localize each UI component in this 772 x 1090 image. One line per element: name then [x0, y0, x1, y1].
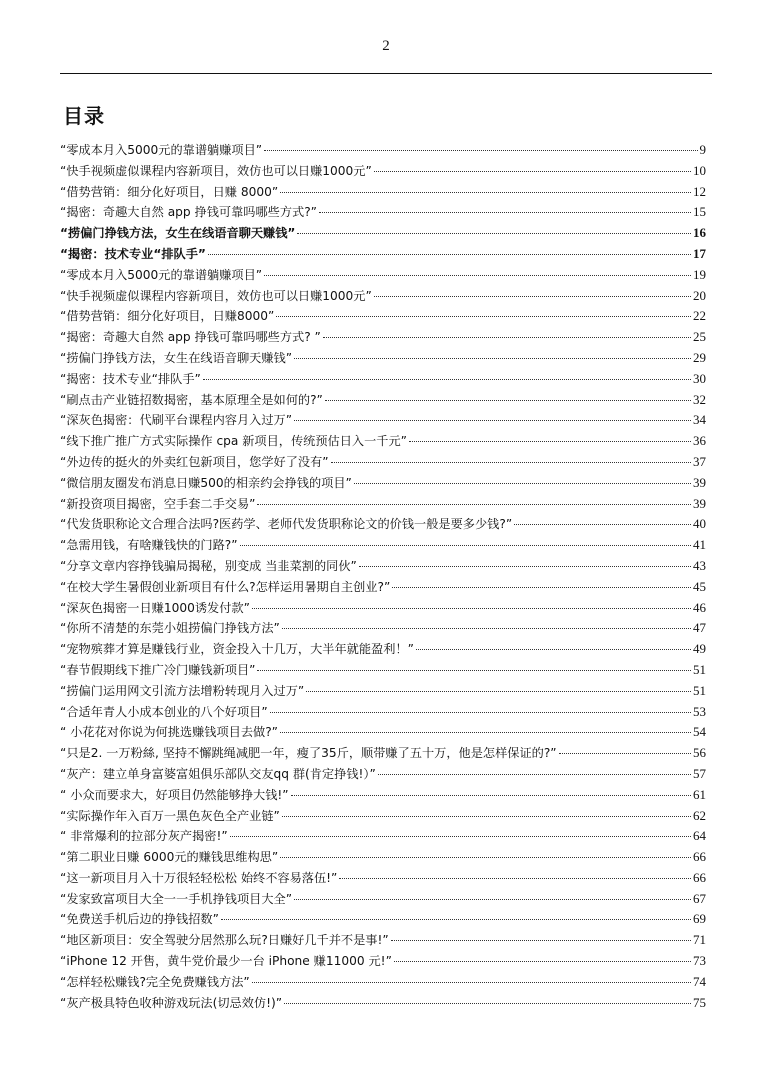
- toc-entry-page-number[interactable]: 66: [693, 869, 706, 885]
- toc-entry[interactable]: [60, 223, 706, 244]
- toc-entry[interactable]: [60, 327, 706, 348]
- dot-leader: [282, 628, 691, 629]
- header-divider: [60, 73, 712, 74]
- toc-entry[interactable]: [60, 202, 706, 223]
- dot-leader: [280, 857, 691, 858]
- toc-entry-title[interactable]: “零成本月入5000元的靠谱躺赚项目”: [60, 267, 263, 282]
- dot-leader: [294, 899, 691, 900]
- toc-entry-title[interactable]: “快手视频虚似课程内容新项目，效仿也可以日赚1000元”: [60, 163, 372, 178]
- toc-entry-page-number[interactable]: 54: [693, 724, 706, 740]
- toc-entry-page-number[interactable]: 57: [693, 765, 706, 781]
- toc-entry-title[interactable]: “ 非常爆利的拉部分灰产揭密!”: [60, 829, 228, 844]
- toc-entry-page-number[interactable]: 45: [693, 578, 706, 594]
- toc-entry-page-number[interactable]: 43: [693, 557, 706, 573]
- dot-leader: [391, 940, 691, 941]
- toc-entry-title[interactable]: “代发货职称论文合理合法吗?医药学、老师代发货职称论文的价钱一般是要多少钱?”: [60, 517, 513, 532]
- toc-entry-page-number[interactable]: 51: [693, 661, 706, 677]
- toc-entry-page-number[interactable]: 40: [693, 516, 706, 532]
- dot-leader: [359, 566, 691, 567]
- toc-entry[interactable]: [60, 909, 706, 930]
- toc-entry[interactable]: [60, 369, 706, 390]
- toc-title: 目录: [63, 104, 105, 128]
- toc-entry[interactable]: [60, 951, 706, 972]
- toc-entry-title[interactable]: “免费送手机后边的挣钱招数”: [60, 912, 219, 927]
- toc-entry-page-number[interactable]: 47: [693, 620, 706, 636]
- dot-leader: [294, 420, 691, 421]
- toc-entry-page-number[interactable]: 32: [693, 391, 706, 407]
- dot-leader: [257, 504, 691, 505]
- toc-entry-title[interactable]: “捞偏门挣钱方法，女生在线语音聊天赚钱”: [60, 350, 293, 365]
- toc-entry[interactable]: [60, 244, 706, 265]
- toc-entry[interactable]: [60, 182, 706, 203]
- toc-entry-title[interactable]: “ 小花花对你说为何挑选赚钱项目去做?”: [60, 725, 278, 740]
- toc-entry[interactable]: [60, 473, 706, 494]
- toc-entry-title[interactable]: “ 小众而要求大，好项目仍然能够挣大钱!”: [60, 787, 289, 802]
- toc-entry-page-number[interactable]: 62: [693, 807, 706, 823]
- toc-entry[interactable]: [60, 161, 706, 182]
- toc-entry-page-number[interactable]: 39: [693, 495, 706, 511]
- toc-entry-page-number[interactable]: 25: [693, 329, 706, 345]
- toc-entry[interactable]: [60, 535, 706, 556]
- dot-leader: [291, 795, 691, 796]
- dot-leader: [394, 961, 691, 962]
- toc-entry[interactable]: [60, 681, 706, 702]
- toc-entry-page-number[interactable]: 39: [693, 474, 706, 490]
- toc-entry[interactable]: [60, 514, 706, 535]
- toc-entry-title[interactable]: “急需用钱，有啥赚钱快的门路?”: [60, 538, 238, 553]
- toc-entry-page-number[interactable]: 67: [693, 890, 706, 906]
- toc-entry-title[interactable]: “借势营销：细分化好项目，日赚8000”: [60, 309, 275, 324]
- toc-entry[interactable]: [60, 785, 706, 806]
- toc-entry-page-number[interactable]: 34: [693, 412, 706, 428]
- dot-leader: [514, 524, 691, 525]
- dot-leader: [331, 462, 691, 463]
- toc-entry-title[interactable]: “快手视频虚似课程内容新项目，效仿也可以日赚1000元”: [60, 288, 372, 303]
- dot-leader: [264, 150, 697, 151]
- toc-entry[interactable]: [60, 826, 706, 847]
- toc-entry-page-number[interactable]: 37: [693, 453, 706, 469]
- toc-entry[interactable]: [60, 598, 706, 619]
- toc-entry-page-number[interactable]: 49: [693, 641, 706, 657]
- dot-leader: [559, 753, 691, 754]
- toc-entry[interactable]: [60, 889, 706, 910]
- dot-leader: [392, 587, 691, 588]
- dot-leader: [294, 358, 691, 359]
- toc-entry-page-number[interactable]: 30: [693, 370, 706, 386]
- dot-leader: [339, 878, 691, 879]
- toc-entry-page-number[interactable]: 12: [693, 183, 706, 199]
- toc-entry-title[interactable]: “第二职业日赚 6000元的赚钱思维构思”: [60, 850, 279, 865]
- dot-leader: [252, 982, 691, 983]
- toc-entry-title[interactable]: “只是2. 一万粉絲, 坚持不懈跳绳减肥一年，瘦了35斤，顺带赚了五十万，他是怎样保证的?”: [60, 746, 557, 761]
- dot-leader: [240, 545, 691, 546]
- dot-leader: [282, 816, 691, 817]
- toc-entry[interactable]: [60, 702, 706, 723]
- toc-entry-page-number[interactable]: 64: [693, 828, 706, 844]
- toc-entry-title[interactable]: “发家致富项目大全一一手机挣钱项目大全”: [60, 891, 293, 906]
- toc-entry[interactable]: [60, 390, 706, 411]
- toc-entry[interactable]: [60, 930, 706, 951]
- toc-entry[interactable]: [60, 764, 706, 785]
- toc-entry[interactable]: [60, 431, 706, 452]
- toc-entry-page-number[interactable]: 17: [693, 245, 706, 261]
- toc-entry-page-number[interactable]: 15: [693, 204, 706, 220]
- toc-entry[interactable]: [60, 577, 706, 598]
- toc-entry-page-number[interactable]: 10: [693, 162, 706, 178]
- toc-entry[interactable]: [60, 348, 706, 369]
- toc-entry-page-number[interactable]: 75: [693, 994, 706, 1010]
- toc-entry-page-number[interactable]: 41: [693, 537, 706, 553]
- toc-entry[interactable]: [60, 265, 706, 286]
- dot-leader: [270, 712, 691, 713]
- toc-entry-title[interactable]: “iPhone 12 开售，黄牛党价最少一台 iPhone 赚11000 元!”: [60, 954, 392, 969]
- toc-entry-page-number[interactable]: 9: [699, 142, 706, 157]
- toc-entry-page-number[interactable]: 36: [693, 433, 706, 449]
- toc-entry-title[interactable]: “这一新项目月入十万很轻轻松松 始终不容易落伍!”: [60, 870, 338, 885]
- toc-entry-title[interactable]: “春节假期线下推广冷门赚钱新项目”: [60, 662, 256, 677]
- dot-leader: [374, 296, 691, 297]
- dot-leader: [319, 212, 691, 213]
- toc-entry[interactable]: [60, 494, 706, 515]
- toc-entry[interactable]: [60, 743, 706, 764]
- toc-entry-title[interactable]: “借势营销：细分化好项目，日赚 8000”: [60, 184, 279, 199]
- toc-entry-title[interactable]: “新投资项目揭密，空手套二手交易”: [60, 496, 256, 511]
- toc-entry-page-number[interactable]: 19: [693, 266, 706, 282]
- toc-entry-page-number[interactable]: 20: [693, 287, 706, 303]
- toc-entry-title[interactable]: “你所不清楚的东莞小姐捞偏门挣钱方法”: [60, 621, 280, 636]
- toc-entry[interactable]: [60, 993, 706, 1014]
- toc-entry[interactable]: [60, 556, 706, 577]
- toc-entry[interactable]: [60, 140, 706, 161]
- toc-entry-title[interactable]: “微信朋友圈发布消息日赚500的相亲约会挣钱的项目”: [60, 475, 352, 490]
- dot-leader: [280, 732, 691, 733]
- toc-entry-page-number[interactable]: 56: [693, 745, 706, 761]
- dot-leader: [252, 608, 691, 609]
- page-number: 2: [382, 38, 390, 54]
- toc-entry-title[interactable]: “深灰色揭密一日赚1000诱发付款”: [60, 600, 250, 615]
- toc-entry[interactable]: [60, 660, 706, 681]
- toc-entry-title[interactable]: “分享文章内容挣钱骗局揭秘，别变成 当韭菜割的同伙”: [60, 558, 357, 573]
- toc-entry-title[interactable]: “揭密：技术专业“排队手”: [60, 246, 206, 261]
- toc-entry-title[interactable]: “揭密：技术专业“排队手”: [60, 371, 201, 386]
- toc-entry-page-number[interactable]: 61: [693, 786, 706, 802]
- toc-entry-page-number[interactable]: 53: [693, 703, 706, 719]
- dot-leader: [374, 171, 691, 172]
- dot-leader: [354, 483, 691, 484]
- toc-entry[interactable]: [60, 722, 706, 743]
- toc-entry-title[interactable]: “灰产：建立单身富婆富姐俱乐部队交友qq 群(肯定挣钱!）”: [60, 766, 376, 781]
- toc-entry-page-number[interactable]: 29: [693, 349, 706, 365]
- toc-entry[interactable]: [60, 847, 706, 868]
- toc-entry-page-number[interactable]: 16: [693, 225, 706, 241]
- dot-leader: [230, 836, 691, 837]
- dot-leader: [409, 441, 691, 442]
- toc-entry[interactable]: [60, 286, 706, 307]
- dot-leader: [208, 254, 691, 255]
- toc-entry-page-number[interactable]: 71: [693, 932, 706, 948]
- dot-leader: [276, 316, 691, 317]
- dot-leader: [378, 774, 691, 775]
- toc-entry-title[interactable]: “合适年青人小成本创业的八个好项目”: [60, 704, 268, 719]
- toc-entry-title[interactable]: “捞偏门挣钱方法，女生在线语音聊天赚钱”: [60, 226, 296, 241]
- toc-entry-title[interactable]: “外边传的挺火的外卖红包新项目，您学好了没有”: [60, 454, 329, 469]
- toc-entry[interactable]: [60, 639, 706, 660]
- dot-leader: [280, 192, 691, 193]
- toc-entry[interactable]: [60, 618, 706, 639]
- toc-entry-page-number[interactable]: 73: [693, 953, 706, 969]
- toc-entry-title[interactable]: “地区新项目：安全驾驶分居然那么玩?日赚好几千并不是事!”: [60, 933, 389, 948]
- toc-entry[interactable]: [60, 868, 706, 889]
- toc-entry-page-number[interactable]: 74: [693, 973, 706, 989]
- toc-entry-page-number[interactable]: 51: [693, 682, 706, 698]
- toc-entry-title[interactable]: “在校大学生暑假创业新项目有什么?怎样运用暑期自主创业?”: [60, 579, 391, 594]
- toc-entry-title[interactable]: “怎样轻松赚钱?完全免费赚钱方法”: [60, 974, 250, 989]
- toc-entry-title[interactable]: “捞偏门运用网文引流方法增粉转现月入过万”: [60, 683, 305, 698]
- dot-leader: [323, 337, 691, 338]
- toc-entry[interactable]: [60, 806, 706, 827]
- toc-entry-page-number[interactable]: 66: [693, 849, 706, 865]
- toc-entry-title[interactable]: “揭密：奇趣大自然 app 挣钱可靠吗哪些方式?”: [60, 205, 317, 220]
- dot-leader: [203, 379, 691, 380]
- toc-entry-page-number[interactable]: 69: [693, 911, 706, 927]
- dot-leader: [306, 691, 691, 692]
- toc-entry-title[interactable]: “刷点击产业链招数揭密，基本原理全是如何的?”: [60, 392, 323, 407]
- toc-entry-title[interactable]: “零成本月入5000元的靠谱躺赚项目”: [60, 143, 263, 157]
- dot-leader: [416, 649, 691, 650]
- toc-entry-page-number[interactable]: 22: [693, 308, 706, 324]
- toc-entry-page-number[interactable]: 46: [693, 599, 706, 615]
- dot-leader: [284, 1003, 691, 1004]
- toc-entry[interactable]: [60, 972, 706, 993]
- toc-entry[interactable]: [60, 306, 706, 327]
- toc-entry-title[interactable]: “灰产极具特色收种游戏玩法(切忌效仿!)”: [60, 995, 283, 1010]
- dot-leader: [257, 670, 691, 671]
- dot-leader: [264, 275, 691, 276]
- dot-leader: [221, 919, 691, 920]
- toc-entry[interactable]: [60, 452, 706, 473]
- dot-leader: [325, 400, 691, 401]
- toc-entry-title[interactable]: “实际操作年入百万一黑色灰色全产业链”: [60, 808, 280, 823]
- dot-leader: [297, 233, 691, 234]
- toc-entry-title[interactable]: “线下推广推广方式实际操作 cpa 新项目，传统预估日入一千元”: [60, 434, 407, 449]
- toc-entry-title[interactable]: “宠物殡葬才算是赚钱行业，资金投入十几万，大半年就能盈利！”: [60, 642, 414, 657]
- table-of-contents: [60, 140, 706, 1013]
- toc-entry-title[interactable]: “深灰色揭密：代刷平台课程内容月入过万”: [60, 413, 293, 428]
- toc-entry-title[interactable]: “揭密：奇趣大自然 app 挣钱可靠吗哪些方式? ”: [60, 330, 321, 345]
- toc-entry[interactable]: [60, 410, 706, 431]
